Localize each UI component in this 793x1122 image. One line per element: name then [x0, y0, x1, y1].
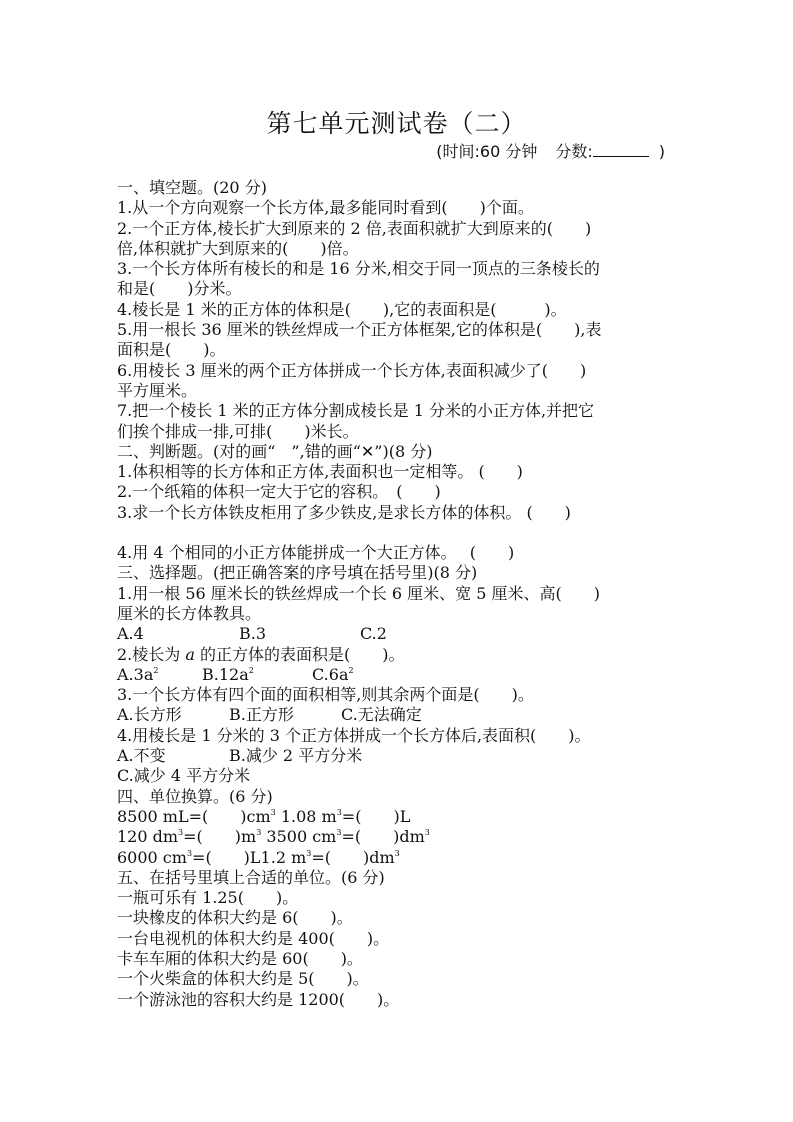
choice-question-2: 2.棱长为 a 的正方体的表面积是( )。 — [117, 644, 405, 664]
section-heading-unit-conversion: 四、单位换算。(6 分) — [117, 786, 273, 806]
fill-question-5: 5.用一根长 36 厘米的铁丝焊成一个正方体框架,它的体积是( ),表 — [117, 320, 602, 340]
page-title: 第七单元测试卷（二） — [266, 109, 527, 138]
conversion-row-3: 6000 $cm^3=$( )L1.2 $m^3=$( )$dm^3$ — [117, 847, 400, 867]
fill-question-6-cont: 平方厘米。 — [117, 380, 198, 400]
unit-question-2: 一块橡皮的体积大约是 6( )。 — [117, 908, 353, 928]
unit-question-5: 一个火柴盒的体积大约是 5( )。 — [117, 969, 369, 989]
choice-question-1: 1.用一根 56 厘米长的铁丝焊成一个长 6 厘米、宽 5 厘米、高( ) — [117, 583, 600, 603]
time-label: (时间:60 分钟 — [436, 142, 538, 161]
option-c[interactable]: C.减少 4 平方分米 — [117, 766, 251, 786]
fill-question-6: 6.用棱长 3 厘米的两个正方体拼成一个长方体,表面积减少了( ) — [117, 360, 587, 380]
blank-gap — [117, 523, 682, 543]
fill-question-7: 7.把一个棱长 1 米的正方体分割成棱长是 1 分米的小正方体,并把它 — [117, 401, 595, 421]
conversion-row-1: 8500 mL=( )$cm^3$ 1.08 $m^3=$( )L — [117, 806, 411, 826]
fill-question-7-cont: 们挨个排成一排,可排( )米长。 — [117, 421, 359, 441]
option-a[interactable]: A.4 — [117, 624, 144, 644]
judge-question-1: 1.体积相等的长方体和正方体,表面积也一定相等。 ( ) — [117, 462, 523, 482]
option-a[interactable]: A.不变 — [117, 746, 166, 766]
judge-question-4: 4.用 4 个相同的小正方体能拼成一个大正方体。 ( ) — [117, 543, 515, 563]
fill-question-3-cont: 和是( )分米。 — [117, 279, 242, 299]
choice-2-options — [117, 665, 682, 685]
unit-question-4: 卡车车厢的体积大约是 60( )。 — [117, 948, 363, 968]
option-b[interactable]: B.3 — [239, 624, 267, 644]
score-label: 分数: — [555, 142, 593, 161]
fill-question-2-cont: 倍,体积就扩大到原来的( )倍。 — [117, 238, 359, 258]
option-a[interactable]: A.长方形 — [117, 705, 182, 725]
fill-question-3: 3.一个长方体所有棱长的和是 16 分米,相交于同一顶点的三条棱长的 — [117, 259, 600, 279]
section-heading-units: 五、在括号里填上合适的单位。(6 分) — [117, 867, 385, 887]
fill-question-4: 4.棱长是 1 米的正方体的体积是( ),它的表面积是( )。 — [117, 299, 567, 319]
choice-question-4: 4.用棱长是 1 分米的 3 个正方体拼成一个长方体后,表面积( )。 — [117, 725, 591, 745]
unit-question-6: 一个游泳池的容积大约是 1200( )。 — [117, 989, 400, 1009]
option-c[interactable]: C.无法确定 — [341, 705, 422, 725]
fill-question-5-cont: 面积是( )。 — [117, 340, 226, 360]
section-heading-judge: 二、判断题。(对的画“ ”,错的画“✕”)(8 分) — [117, 441, 433, 461]
choice-3-options — [117, 705, 682, 725]
unit-question-3: 一台电视机的体积大约是 400( )。 — [117, 928, 390, 948]
choice-question-3: 3.一个长方体有四个面的面积相等,则其余两个面是( )。 — [117, 685, 534, 705]
choice-4-options — [117, 746, 682, 766]
option-b[interactable]: B.减少 2 平方分米 — [229, 746, 363, 766]
variable-a: a — [185, 644, 195, 664]
judge-question-3: 3.求一个长方体铁皮柜用了多少铁皮,是求长方体的体积。 ( ) — [117, 502, 571, 522]
conversion-row-2: 120 $dm^3=$( )$m^3$ 3500 $cm^3=$( )$dm^3$ — [117, 827, 430, 847]
fill-question-1: 1.从一个方向观察一个长方体,最多能同时看到( )个面。 — [117, 198, 534, 218]
option-b[interactable]: B.正方形 — [229, 705, 294, 725]
option-b[interactable]: $B.12a^2$ — [202, 664, 254, 684]
option-c[interactable]: $C.6a^2$ — [312, 664, 354, 684]
score-blank[interactable] — [593, 142, 649, 157]
option-a[interactable]: $A.3a^2$ — [117, 664, 159, 684]
choice-1-options — [117, 624, 682, 644]
worksheet-body — [117, 178, 682, 1010]
option-c[interactable]: C.2 — [360, 624, 387, 644]
section-heading-choice: 三、选择题。(把正确答案的序号填在括号里)(8 分) — [117, 563, 478, 583]
meta-close: ) — [658, 142, 665, 161]
fill-question-2: 2.一个正方体,棱长扩大到原来的 2 倍,表面积就扩大到原来的( ) — [117, 218, 592, 238]
judge-question-2: 2.一个纸箱的体积一定大于它的容积。 ( ) — [117, 482, 441, 502]
unit-question-1: 一瓶可乐有 1.25( )。 — [117, 888, 299, 908]
time-score-line — [436, 139, 665, 162]
section-heading-fill: 一、填空题。(20 分) — [117, 178, 267, 197]
choice-question-1-cont: 厘米的长方体教具。 — [117, 603, 262, 623]
